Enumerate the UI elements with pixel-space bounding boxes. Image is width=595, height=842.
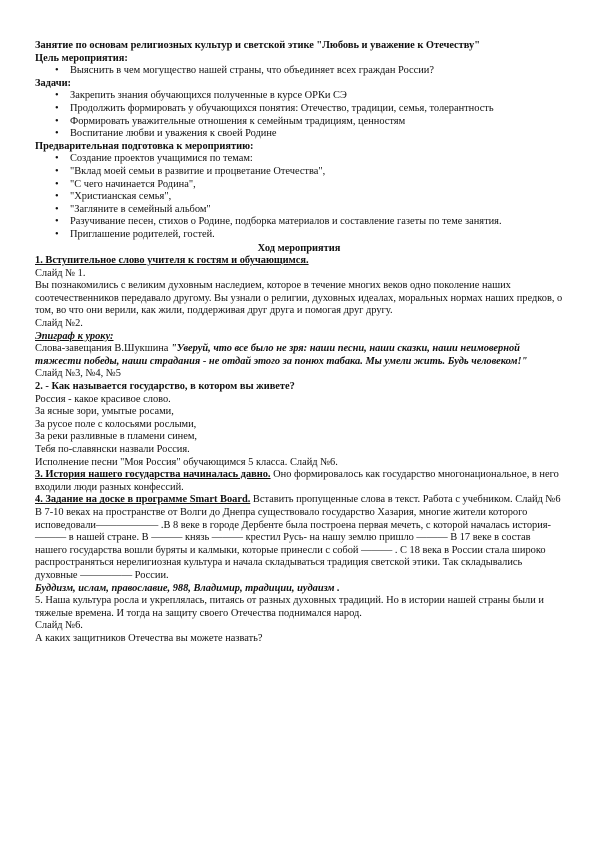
prep-heading: Предварительная подготовка к мероприятию:	[35, 140, 254, 152]
slide-1-label: Слайд № 1.	[35, 267, 86, 279]
list-item: • "Загляните в семейный альбом"	[55, 203, 211, 215]
document-body	[35, 40, 563, 646]
list-item: • Выяснить в чем могущество нашей страны, что объединяет всех граждан России?	[55, 65, 434, 77]
epigraph-heading: Эпиграф к уроку:	[35, 330, 114, 342]
goal-heading: Цель мероприятия:	[35, 52, 128, 64]
bullet-icon: •	[55, 228, 59, 240]
section-4-fill-text: В 7-10 веках на пространстве от Волги до Днепра существовало государство Хазария, многие жители которого исповедовали—————— .В 8 веке в городе Дербенте была построена первая мечеть, с которой началась история- ——— в нашей стране. В ——— князь ——— крестил Русь- на нашу землю пришло ——— В 17 веке в состав нашего государства вошли буряты и калмыки, которые принесли с собой ——— . С 18 века в России стала широко распространяться нерелигиозная культура и начала складываться традиция светской этики. Так складывались духовные ————— России.	[35, 506, 552, 581]
tasks-list	[35, 90, 563, 140]
slide-2-label: Слайд №2.	[35, 318, 83, 330]
song-line: Исполнение песни "Моя Россия" обучающимся 5 класса. Слайд №6.	[35, 456, 338, 468]
bullet-icon: •	[55, 153, 59, 165]
bullet-icon: •	[55, 90, 59, 102]
bullet-icon: •	[55, 128, 59, 140]
section-4-text: Вставить пропущенные слова в текст. Работа с учебником. Слайд №6	[250, 494, 561, 506]
bullet-icon: •	[55, 65, 59, 77]
list-item: • Формировать уважительные отношения к семейным традициям, ценностям	[55, 115, 406, 127]
section-4-answers: Буддизм, ислам, православие, 988, Владимир, традиции, иудаизм .	[35, 582, 340, 594]
tasks-heading: Задачи:	[35, 77, 72, 89]
course-heading: Ход мероприятия	[257, 242, 341, 254]
list-item: • "Христианская семья",	[55, 191, 172, 203]
bullet-icon: •	[55, 178, 59, 190]
poem-line: Тебя по-славянски назвали Россия.	[35, 444, 190, 455]
list-item: • "Вклад моей семьи в развитие и процветание Отечества",	[55, 165, 326, 177]
prep-list	[35, 153, 563, 241]
list-item: • Закрепить знания обучающихся полученные в курсе ОРКи СЭ	[55, 90, 347, 102]
list-item: • Продолжить формировать у обучающихся понятия: Отечество, традиции, семья, толерантность	[55, 102, 494, 114]
bullet-icon: •	[55, 216, 59, 228]
slide-6-label: Слайд №6.	[35, 620, 83, 632]
epigraph-quote: "Уверуй, что все было не зря: наши песни, наши сказки, наши неимоверной тяжести победы, наши страдания - не отдай этого за понюх табака. Мы умели жить. Будь человеком!"	[35, 343, 528, 367]
section-1-heading: 1. Вступительное слово учителя к гостям и обучающимся.	[35, 255, 309, 267]
final-question: А каких защитников Отечества вы можете назвать?	[35, 632, 263, 644]
list-item: • "С чего начинается Родина",	[55, 178, 196, 190]
bullet-icon: •	[55, 102, 59, 114]
poem-line: Россия - какое красивое слово.	[35, 393, 171, 405]
section-3-heading: 3. История нашего государства начиналась давно.	[35, 469, 271, 481]
section-3-paragraph	[35, 469, 563, 494]
list-item: • Воспитание любви и уважения к своей Родине	[55, 128, 277, 140]
section-1-text: Вы познакомились с великим духовным наследием, которое в течение многих веков одно поколение наших соотечественников передавало другому. Вы узнали о религии, духовных идеалах, моральных нормах наших предков, о том, во что они верили, как жили, поддерживая друг друга и помогая друг другу.	[35, 280, 563, 317]
document-title: Занятие по основам религиозных культур и светской этике "Любовь и уважение к Отечеству"	[35, 40, 480, 51]
poem-line: За русое поле с колосьями рослыми,	[35, 418, 197, 430]
poem-line: За реки разливные в пламени синем,	[35, 431, 198, 443]
epigraph-intro: Слова-завещания В.Шукшина	[35, 343, 172, 355]
slide-345-label: Слайд №3, №4, №5	[35, 368, 121, 380]
bullet-icon: •	[55, 165, 59, 177]
section-4-paragraph	[35, 494, 563, 507]
poem-line: За ясные зори, умытые росами,	[35, 406, 174, 418]
bullet-icon: •	[55, 115, 59, 127]
list-item: • Приглашение родителей, гостей.	[55, 228, 215, 240]
list-item: • Разучивание песен, стихов о Родине, подборка материалов и составление газеты по теме занятия.	[55, 216, 502, 228]
section-2-heading: 2. - Как называется государство, в котором вы живете?	[35, 381, 295, 393]
section-3-text: Оно формировалось как государство многонациональное, в него входили люди разных конфессий.	[35, 469, 559, 493]
epigraph-paragraph	[35, 343, 563, 368]
bullet-icon: •	[55, 203, 59, 215]
section-5-text: 5. Наша культура росла и укреплялась, питаясь от разных духовных традиций. Но в истории нашей страны были и тяжелые времена. И тогда на защиту своего Отечества поднимался народ.	[35, 595, 544, 619]
list-item: • Создание проектов учащимися по темам:	[55, 153, 253, 165]
bullet-icon: •	[55, 191, 59, 203]
section-4-heading: 4. Задание на доске в программе Smart Board.	[35, 494, 251, 506]
goal-list	[35, 65, 563, 78]
